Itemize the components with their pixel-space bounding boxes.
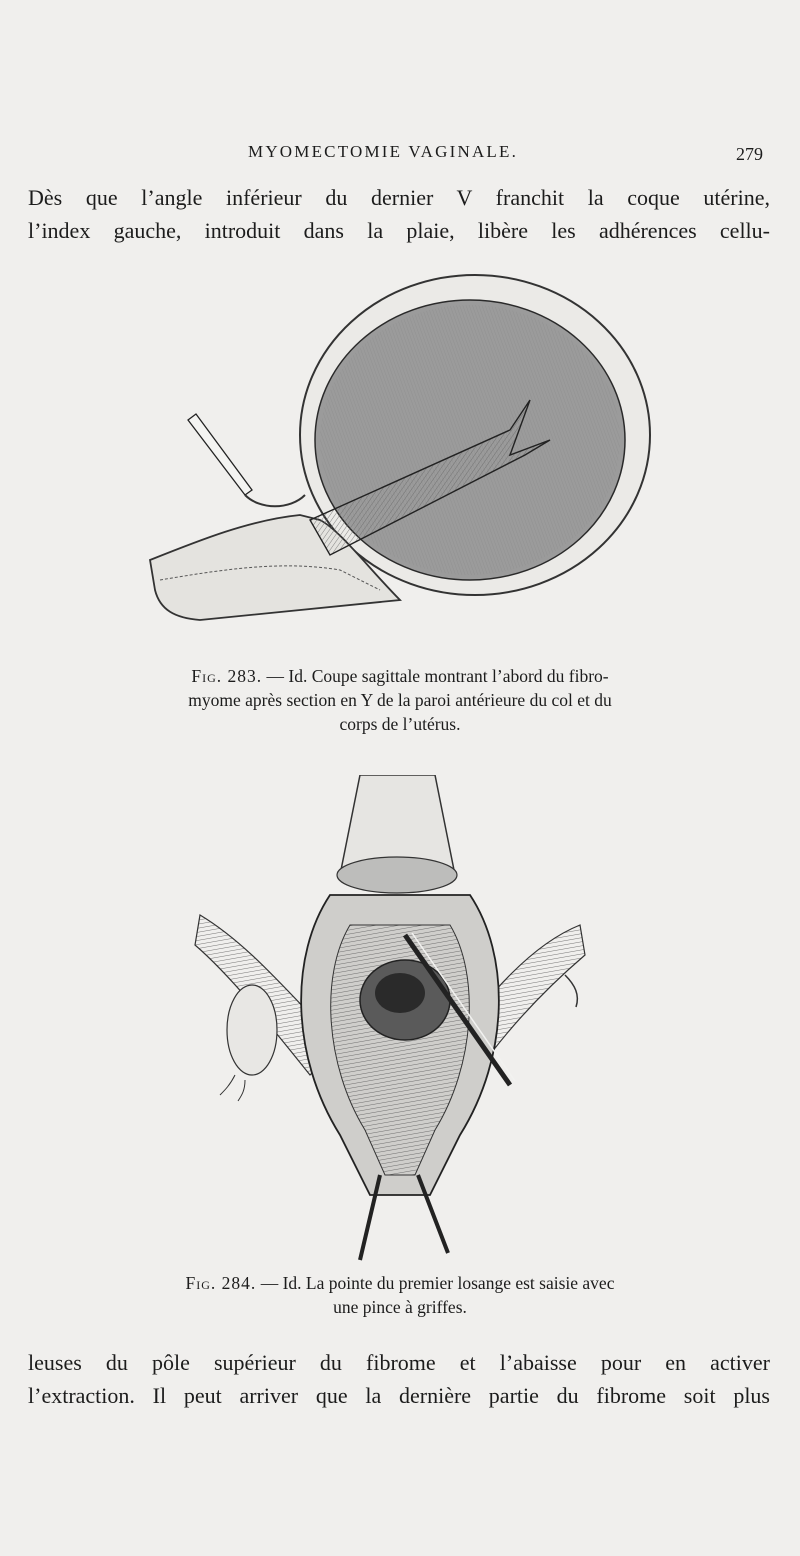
figure-283-caption-text-1: — Id. Coupe sagittale montrant l’abord du fibro-: [266, 666, 609, 686]
running-title: MYOMECTOMIE VAGINALE.: [248, 142, 519, 161]
figure-284-label: Fig. 284.: [185, 1273, 257, 1293]
figure-283-caption: [100, 664, 700, 736]
figure-284-caption-line-2: une pince à griffes.: [333, 1297, 467, 1317]
figure-283-label: Fig. 283.: [191, 666, 263, 686]
figure-283-caption-line-1: [100, 664, 700, 688]
figure-283-caption-line-3: corps de l’utérus.: [339, 714, 461, 734]
page-number: 279: [736, 144, 763, 164]
body-line-4: l’extraction. Il peut arriver que la dernière partie du fibrome soit plus: [28, 1383, 770, 1408]
figure-283-illustration: [140, 270, 660, 650]
body-line-3: leuses du pôle supérieur du fibrome et l’abaisse pour en activer: [28, 1350, 770, 1375]
forceps-clamp: [188, 414, 252, 495]
figure-283-caption-line-2: myome après section en Y de la paroi antérieure du col et du: [188, 690, 612, 710]
body-line-1: Dès que l’angle inférieur du dernier V franchit la coque utérine,: [28, 185, 770, 210]
figure-284-caption-text-1: — Id. La pointe du premier losange est saisie avec: [260, 1273, 615, 1293]
figure-284-caption: [100, 1271, 700, 1319]
page-header: [0, 142, 800, 168]
figure-284-caption-line-1: [100, 1271, 700, 1295]
body-line-2: l’index gauche, introduit dans la plaie, libère les adhérences cellu-: [28, 218, 770, 243]
left-ovary: [227, 985, 277, 1075]
figure-284-illustration: [190, 775, 590, 1265]
